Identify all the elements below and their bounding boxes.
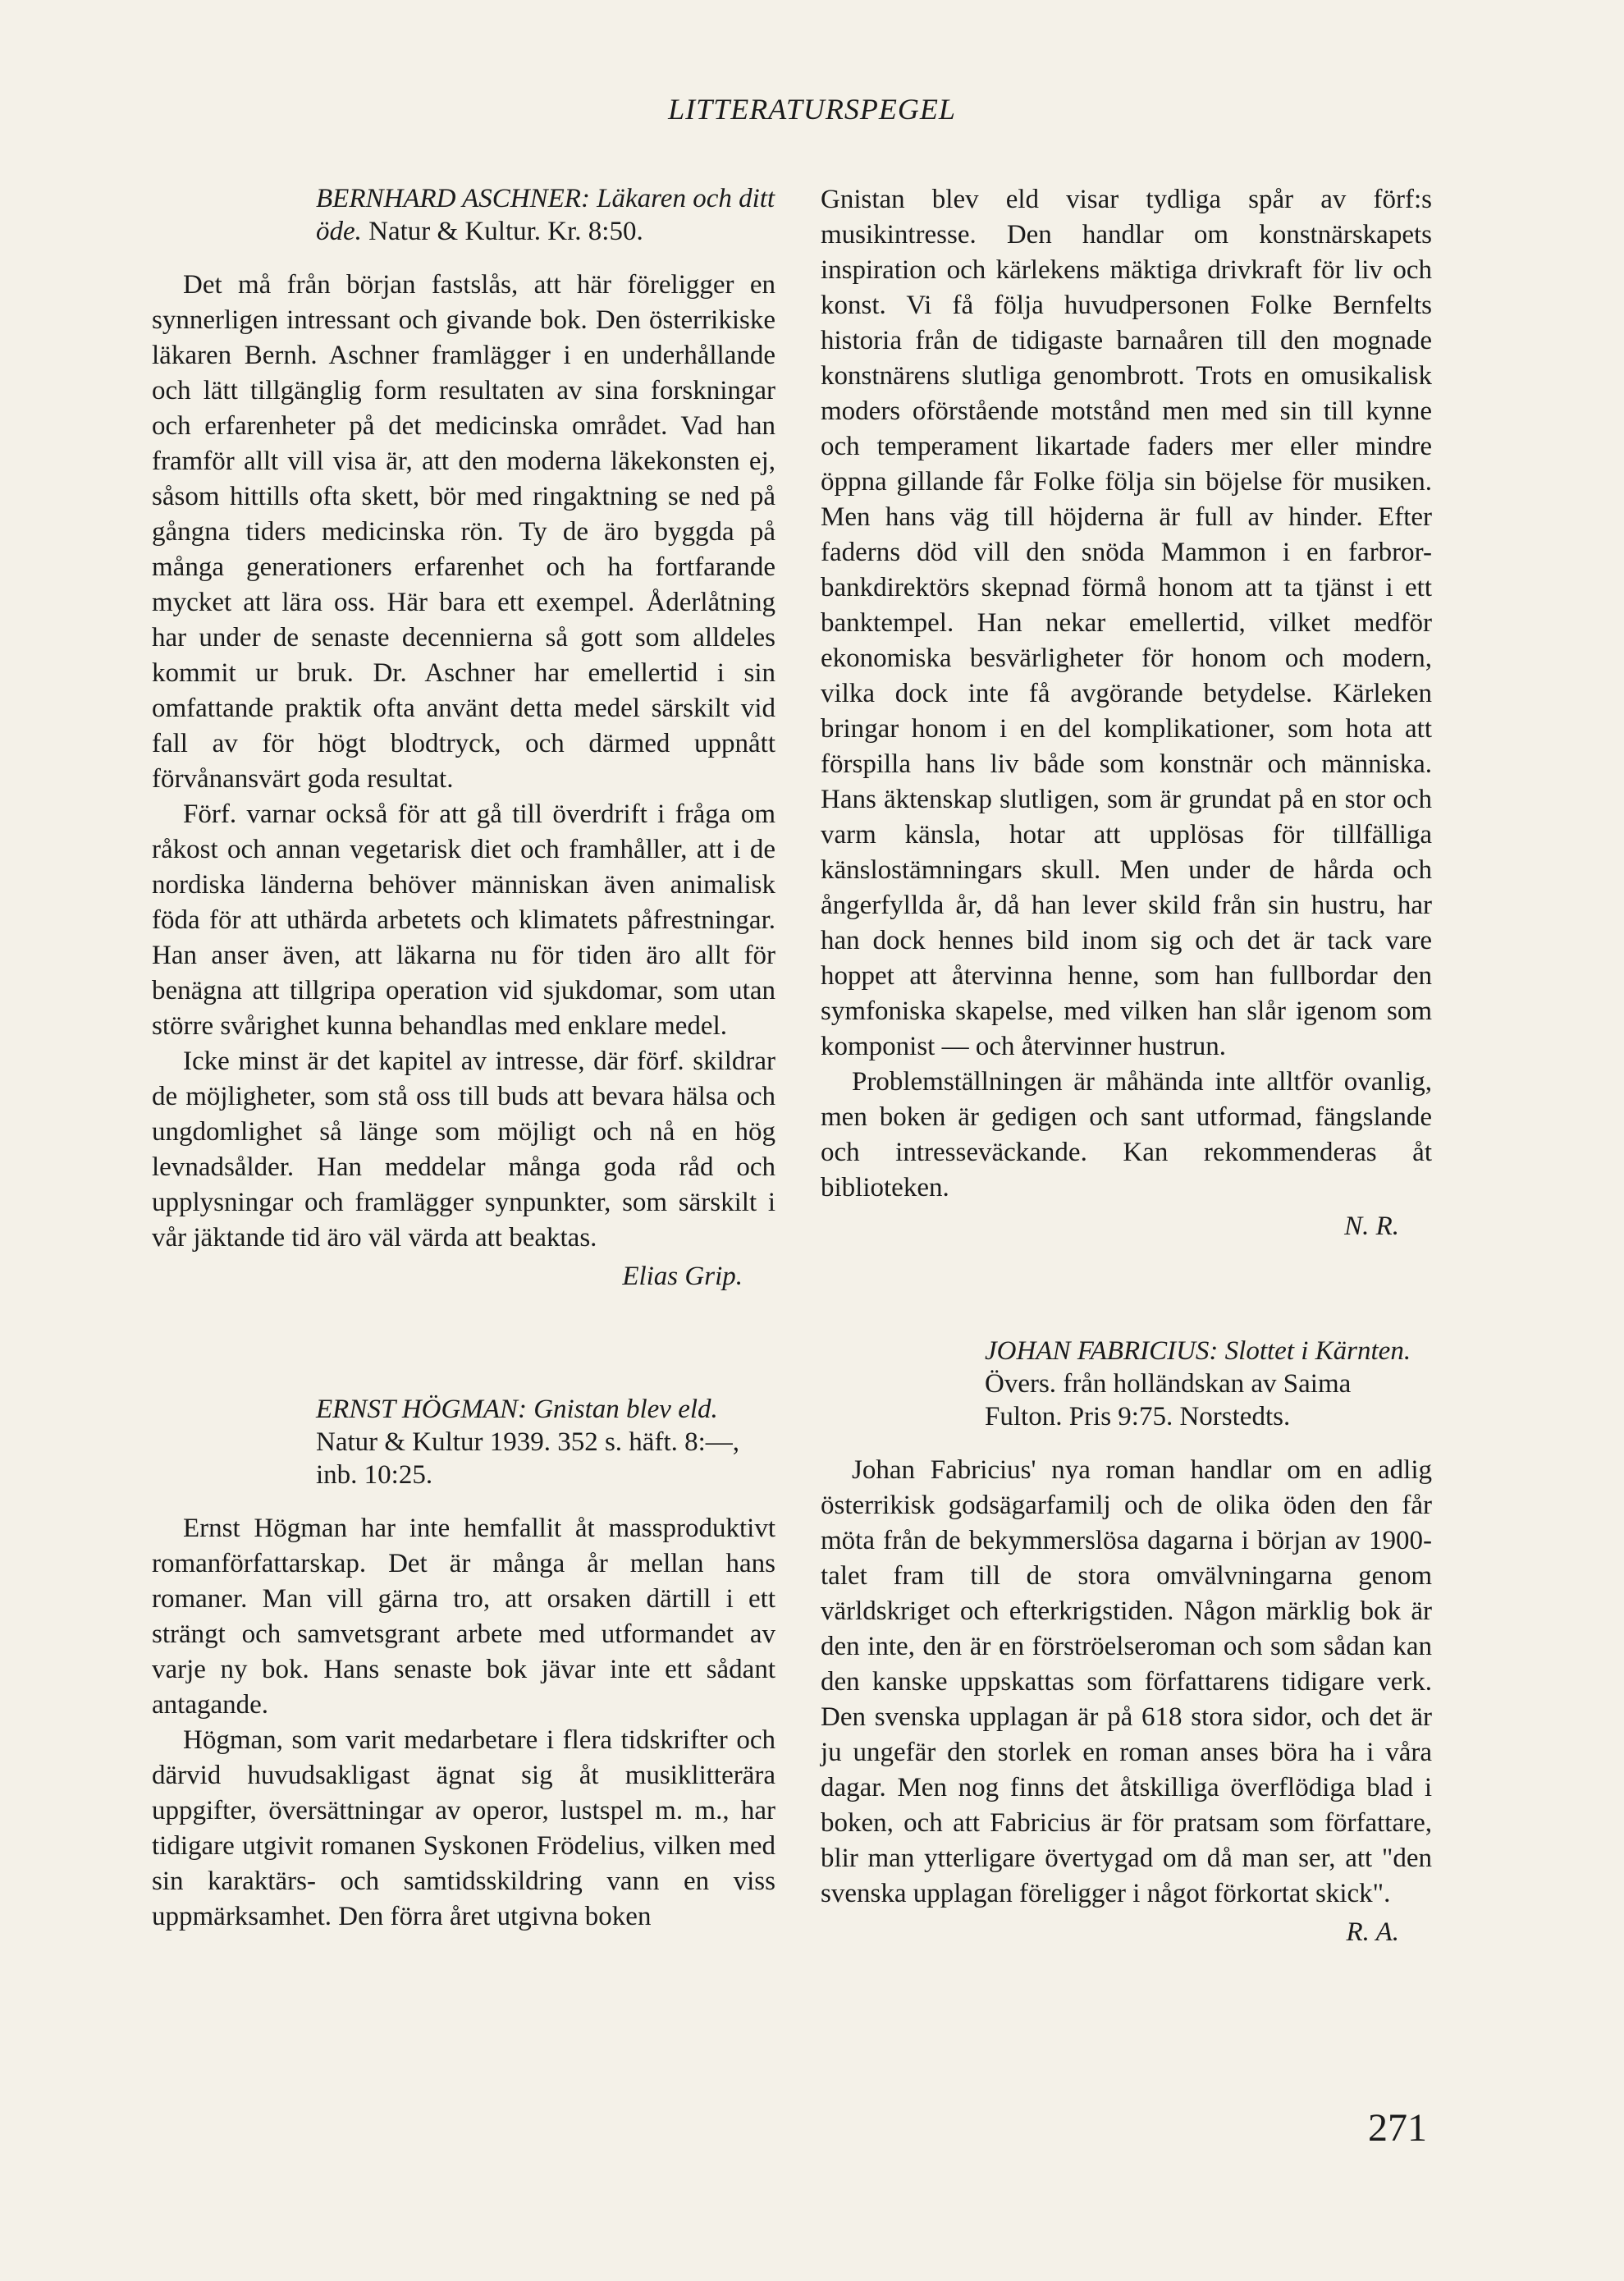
reviewer-signature: R. A. bbox=[1346, 1917, 1399, 1947]
review-paragraph: Gnistan blev eld visar tydliga spår av förf:s musikintresse. Den handlar om konstnärskapets inspiration och kärlekens mäktiga drivkraft för liv och konst. Vi få följa huvudpersonen Folke Bernfelts historia från de tidigaste barnaåren till den mognade konstnärens slutliga genombrott. Trots en omusikalisk moders oförstående motstånd men med sin till kynne och temperament likartade faders mer eller mindre öppna gillande får Folke följa sin böjelse för musiken. Men hans väg till höjderna är full av hinder. Efter faderns död vill den snöda Mammon i en farbror-bankdirektörs skepnad förmå honom att ta tjänst i ett banktempel. Han nekar emellertid, vilket medför ekonomiska besvärligheter för honom och modern, vilka dock inte få avgörande betydelse. Kärleken bringar honom i en del komplikationer, som hota att förspilla hans liv både som konstnär och människa. Hans äktenskap slutligen, som är grundat på en stor och varm känsla, hotar att upplösas för tillfälliga känslostämningars skull. Men under de hårda och ångerfyllda år, då han lever skild från sin hustru, har han dock hennes bild inom sig och det är tack vare hoppet att återvinna henne, som han fullbordar den symfoniska skapelse, med vilken han slår igenom som komponist — och återvinner hustrun. bbox=[821, 185, 1432, 1061]
review-publication-details: Natur & Kultur. Kr. 8:50. bbox=[368, 217, 643, 246]
review-heading bbox=[316, 182, 775, 248]
review-paragraph: Problemställningen är måhända inte alltför ovanlig, men boken är gedigen och sant utformad, fängslande och intresseväckande. Kan rekommenderas åt biblioteken. bbox=[821, 1067, 1432, 1202]
running-header: LITTERATURSPEGEL bbox=[668, 93, 956, 126]
review-heading bbox=[316, 1393, 775, 1491]
review-paragraph: Ernst Högman har inte hemfallit åt massproduktivt romanförfattarskap. Det är många år mellan hans romaner. Man vill gärna tro, att orsaken därtill i ett strängt och samvetsgrant arbete med utformandet av varje ny bok. Hans senaste bok jävar inte ett sådant antagande. bbox=[152, 1514, 775, 1720]
review-paragraph: Högman, som varit medarbetare i flera tidskrifter och därvid huvudsakligast ägnat sig åt musiklitterära uppgifter, översättningar av operor, lustspel m. m., har tidigare utgivit romanen Syskonen Frödelius, vilken med sin karaktärs- och samtidsskildring vann en viss uppmärksamhet. Den förra året utgivna boken bbox=[152, 1725, 775, 1931]
review-fabricius bbox=[821, 1335, 1432, 1950]
review-heading bbox=[985, 1335, 1432, 1433]
review-hogman-continued bbox=[821, 182, 1432, 1244]
page-number: 271 bbox=[1368, 2106, 1427, 2150]
review-paragraph: Det må från början fastslås, att här föreligger en synnerligen intressant och givande bok. Den österrikiske läkaren Bernh. Aschner framlägger i en underhållande och lätt tillgänglig form resultaten av sina forskningar och erfarenheter på det medicinska området. Vad han framför allt vill visa är, att den moderna läkekonsten ej, såsom hittills ofta skett, bör med ringaktning se ned på gångna tiders medicinska rön. Ty de äro byggda på många generationers erfarenhet och ha fortfarande mycket att lära oss. Här bara ett exempel. Åderlåtning har under de senaste decennierna så gott som alldeles kommit ur bruk. Dr. Aschner har emellertid i sin omfattande praktik ofta använt detta medel särskilt vid fall av för högt blodtryck, och därmed uppnått förvånansvärt goda resultat. bbox=[152, 270, 775, 794]
left-column bbox=[152, 182, 775, 1935]
review-author-title: JOHAN FABRICIUS: Slottet i Kärnten. bbox=[985, 1336, 1411, 1366]
review-paragraph: Icke minst är det kapitel av intresse, där förf. skildrar de möjligheter, som stå oss till buds att bevara hälsa och ungdomlighet så länge som möjligt och nå en hög levnadsålder. Han meddelar många goda råd och upplysningar och framlägger synpunkter, som särskilt i vår jäktande tid äro väl värda att beaktas. bbox=[152, 1047, 775, 1253]
review-publication-details: Natur & Kultur 1939. 352 s. häft. 8:—, inb. 10:25. bbox=[316, 1427, 740, 1490]
review-paragraph: Johan Fabricius' nya roman handlar om en adlig österrikisk godsägarfamilj och de olika öden den får möta från de bekymmerslösa dagarna i början av 1900-talet fram till de stora omvälvningarna genom världskriget och efterkrigstiden. Någon märklig bok är den inte, den är en förströelseroman och som sådan kan den kanske uppskattas som författarens tidigare verk. Den svenska upplagan är på 618 stora sidor, och det är ju ungefär den storlek en roman anses böra ha i våra dagar. Men nog finns det åtskilliga överflödiga blad i boken, och att Fabricius är för pratsam som författare, blir man ytterligare övertygad om då man ser, att "den svenska upplagan föreligger i något förkortat skick". bbox=[821, 1455, 1432, 1908]
review-publication-details: Övers. från holländskan av Saima Fulton. Pris 9:75. Norstedts. bbox=[985, 1369, 1352, 1431]
right-column bbox=[821, 182, 1432, 1950]
review-author-title: ERNST HÖGMAN: Gnistan blev eld. bbox=[316, 1395, 718, 1424]
review-paragraph: Förf. varnar också för att gå till överdrift i fråga om råkost och annan vegetarisk diet och framhåller, att i de nordiska länderna behöver människan även animalisk föda för att uthärda arbetets och klimatets påfrestningar. Han anser även, att läkarna nu för tiden äro allt för benägna att tillgripa operation vid sjukdomar, som utan större svårighet kunna behandlas med enklare medel. bbox=[152, 799, 775, 1041]
reviewer-signature: Elias Grip. bbox=[622, 1262, 743, 1291]
review-hogman bbox=[152, 1393, 775, 1935]
review-aschner bbox=[152, 182, 775, 1294]
reviewer-signature: N. R. bbox=[1344, 1211, 1399, 1241]
review-author-title: BERNHARD ASCHNER: Läkaren och ditt öde. bbox=[316, 184, 775, 246]
